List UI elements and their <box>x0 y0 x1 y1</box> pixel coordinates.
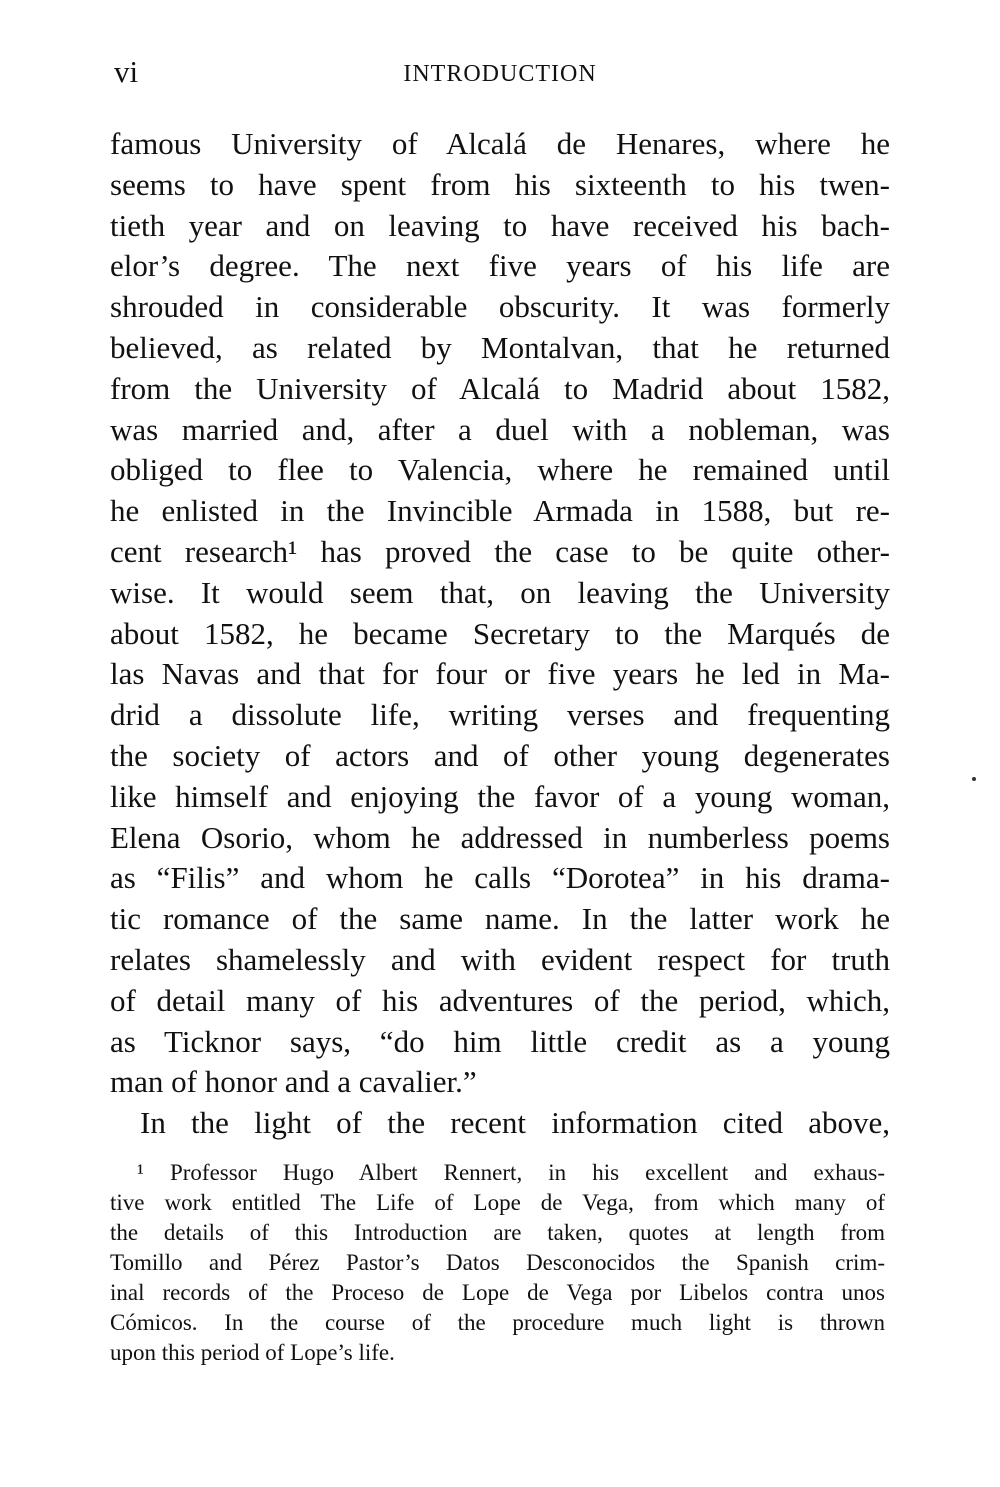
running-head: INTRODUCTION <box>403 61 597 87</box>
footnote <box>110 1158 885 1368</box>
footnote-line: upon this period of Lope’s life. <box>110 1340 395 1365</box>
body-line: las Navas and that for four or five years he led in Ma- <box>110 656 890 692</box>
body-line: seems to have spent from his sixteenth to his twen- <box>110 166 890 202</box>
body-line: cent research¹ has proved the case to be quite other- <box>110 533 890 569</box>
body-line: like himself and enjoying the favor of a young woman, <box>110 778 890 814</box>
page-header <box>110 50 890 94</box>
body-line: Elena Osorio, whom he addressed in numberless poems <box>110 819 890 855</box>
body-line: from the University of Alcalá to Madrid about 1582, <box>110 370 890 406</box>
footnote-line: ¹ Professor Hugo Albert Rennert, in his excellent and exhaus- <box>137 1160 885 1185</box>
body-line: he enlisted in the Invincible Armada in 1588, but re- <box>110 493 890 529</box>
body-line: obliged to flee to Valencia, where he remained until <box>110 452 890 488</box>
body-line: about 1582, he became Secretary to the Marqués de <box>110 615 890 651</box>
body-line: as “Filis” and whom he calls “Dorotea” in his drama- <box>110 860 890 896</box>
footnote-line: inal records of the Proceso de Lope de Vega por Libelos contra unos <box>110 1280 885 1305</box>
body-line: believed, as related by Montalvan, that he returned <box>110 329 890 365</box>
page-number: vi <box>114 54 139 89</box>
body-line: drid a dissolute life, writing verses and frequenting <box>110 697 890 733</box>
body-line: tic romance of the same name. In the latter work he <box>110 901 890 937</box>
body-line: man of honor and a cavalier.” <box>110 1064 477 1100</box>
footnote-line: the details of this Introduction are taken, quotes at length from <box>110 1220 885 1245</box>
margin-speck <box>972 777 976 781</box>
footnote-line: tive work entitled The Life of Lope de Vega, from which many of <box>110 1190 885 1215</box>
body-text <box>110 124 890 1144</box>
body-line: as Ticknor says, “do him little credit as a young <box>110 1023 890 1059</box>
footnote-line: Cómicos. In the course of the procedure much light is thrown <box>110 1310 885 1335</box>
body-line: famous University of Alcalá de Henares, where he <box>110 126 890 161</box>
body-line: of detail many of his adventures of the period, which, <box>110 982 890 1018</box>
body-line: wise. It would seem that, on leaving the University <box>110 574 890 610</box>
footnote-line: Tomillo and Pérez Pastor’s Datos Desconocidos the Spanish crim- <box>110 1250 885 1275</box>
body-line: shrouded in considerable obscurity. It was formerly <box>110 289 890 325</box>
body-line: In the light of the recent information cited above, <box>140 1105 890 1141</box>
body-line: the society of actors and of other young degenerates <box>110 737 890 773</box>
body-line: relates shamelessly and with evident respect for truth <box>110 941 890 977</box>
body-line: was married and, after a duel with a nobleman, was <box>110 411 890 447</box>
body-line: elor’s degree. The next five years of his life are <box>110 248 890 284</box>
body-line: tieth year and on leaving to have received his bach- <box>110 207 890 243</box>
